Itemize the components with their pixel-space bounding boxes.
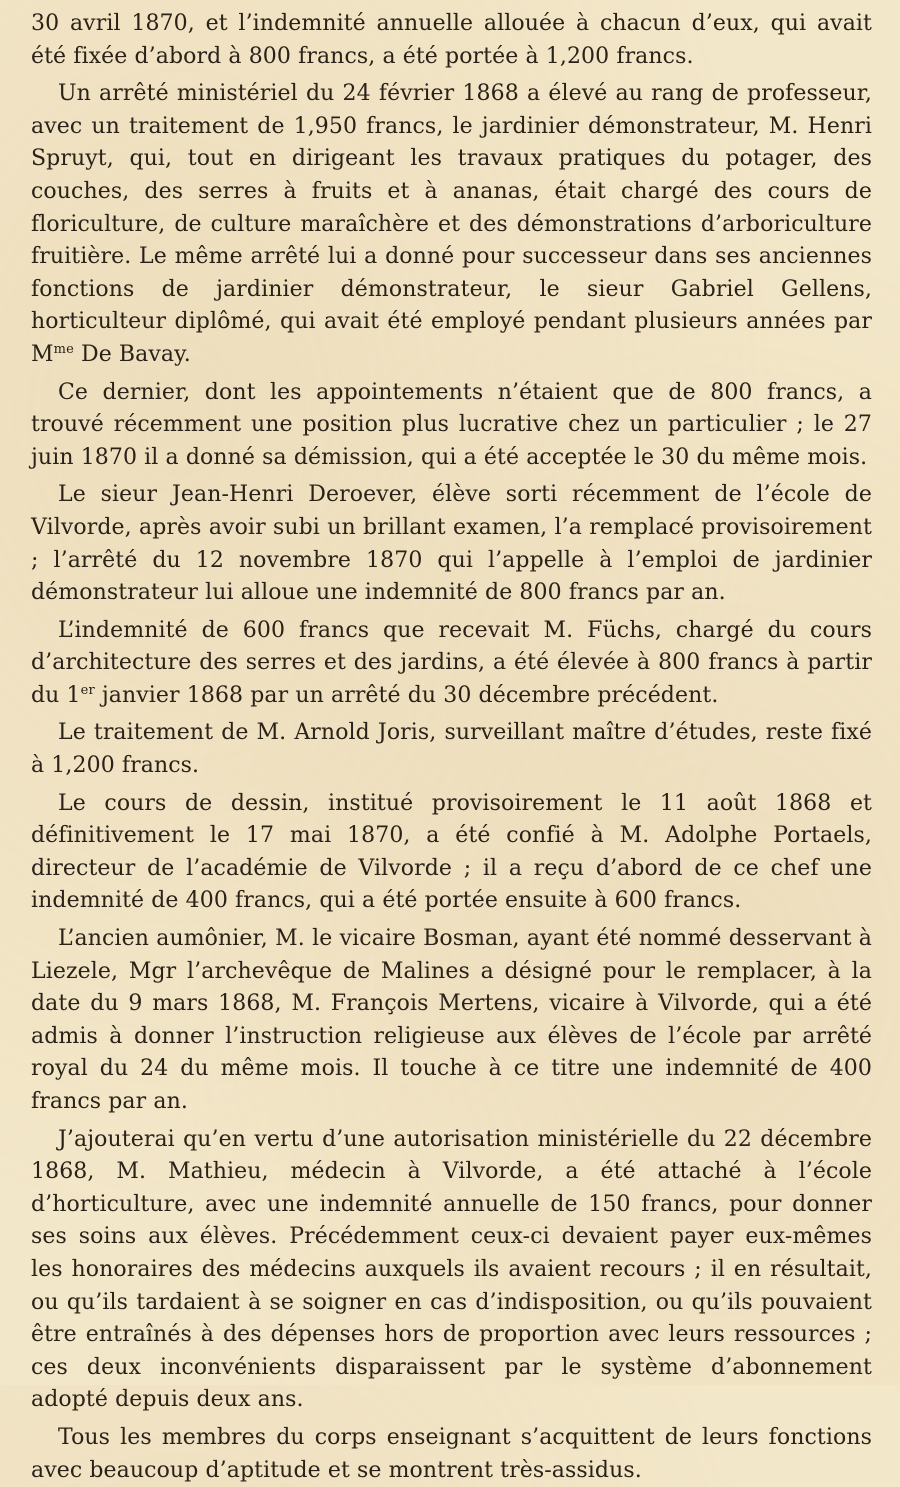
paragraph-mertens — [31, 923, 872, 1119]
paragraph-text: J’ajouterai qu’en vertu d’une autorisation ministérielle du 22 décembre 1868, M. Mathieu, médecin à Vilvorde, a été attaché à l’école d’horticulture, avec une indemnité annuelle de 150 francs, pour donner ses soins aux élèves. Précédemment ceux-ci devaient payer eux-mêmes les honoraires des médecins auxquels ils avaient recours ; il en résultait, ou qu’ils tardaient à se soigner en cas d’indisposition, ou qu’ils pouvaient être entraînés à des dépenses hors de proportion avec leurs ressources ; ces deux inconvénients disparaissent par le système d’abonnement adopté depuis deux ans. — [31, 1126, 872, 1413]
paragraph-text: Le cours de dessin, institué provisoirement le 11 août 1868 et définitivement le 17 mai 1870, a été confié à M. Adolphe Portaels, directeur de l’académie de Vilvorde ; il a reçu d’abord de ce chef une indemnité de 400 francs, qui a été portée ensuite à 600 francs. — [31, 790, 872, 914]
paragraph-portaels — [31, 788, 872, 918]
paragraph-fuchs — [31, 615, 872, 713]
paragraph-conclusion — [31, 1422, 872, 1487]
paragraph-text: Un arrêté ministériel du 24 février 1868 a élevé au rang de professeur, avec un traitement de 1,950 francs, le jardinier démonstrateur, M. Henri Spruyt, qui, tout en dirigeant les travaux pratiques du potager, des couches, des serres à fruits et à ananas, était chargé des cours de floriculture, de culture maraîchère et des démonstrations d’arboriculture fruitière. Le même arrêté lui a donné pour successeur dans ses anciennes fonctions de jardinier démonstrateur, le sieur Gabriel Gellens, horticulteur diplômé, qui avait été employé pendant plusieurs années par M — [31, 81, 872, 367]
paragraph-text-tail: janvier 1868 par un arrêté du 30 décembre précédent. — [94, 682, 719, 708]
paragraph-continuation — [31, 8, 872, 73]
paragraph-text: L’indemnité de 600 francs que recevait M. Füchs, chargé du cours d’architecture des serres et des jardins, a été élevée à 800 francs à partir du 1 — [31, 617, 872, 708]
paragraph-text: Le sieur Jean-Henri Deroever, élève sorti récemment de l’école de Vilvorde, après avoir subi un brillant examen, l’a remplacé provisoirement ; l’arrêté du 12 novembre 1870 qui l’appelle à l’emploi de jardinier démonstrateur lui alloue une indemnité de 800 francs par an. — [31, 482, 872, 606]
paragraph-text: Ce dernier, dont les appointements n’étaient que de 800 francs, a trouvé récemment une position plus lucrative chez un particulier ; le 27 juin 1870 il a donné sa démission, qui a été acceptée le 30 du même mois. — [31, 379, 872, 470]
superscript-abbrev: me — [53, 341, 74, 357]
superscript-ordinal: er — [80, 682, 95, 698]
paragraph-mathieu — [31, 1124, 872, 1417]
paragraph-text-tail: De Bavay. — [73, 341, 191, 367]
paragraph-deroever — [31, 479, 872, 609]
paragraph-text: Le traitement de M. Arnold Joris, surveillant maître d’études, reste fixé à 1,200 francs. — [31, 720, 872, 779]
paragraph-text: Tous les membres du corps enseignant s’acquittent de leurs fonctions avec beaucoup d’aptitude et se montrent très-assidus. — [31, 1424, 872, 1483]
paragraph-text: 30 avril 1870, et l’indemnité annuelle allouée à chacun d’eux, qui avait été fixée d’abord à 800 francs, a été portée à 1,200 francs. — [31, 11, 872, 69]
paragraph-spruyt — [31, 78, 872, 371]
paragraph-text: L’ancien aumônier, M. le vicaire Bosman, ayant été nommé desservant à Liezele, Mgr l’archevêque de Malines a désigné pour le remplacer, à la date du 9 mars 1868, M. François Mertens, vicaire à Vilvorde, qui a été admis à donner l’instruction religieuse aux élèves de l’école par arrêté royal du 24 du même mois. Il touche à ce titre une indemnité de 400 francs par an. — [31, 926, 872, 1114]
paragraph-gellens — [31, 377, 872, 475]
paragraph-joris — [31, 717, 872, 782]
